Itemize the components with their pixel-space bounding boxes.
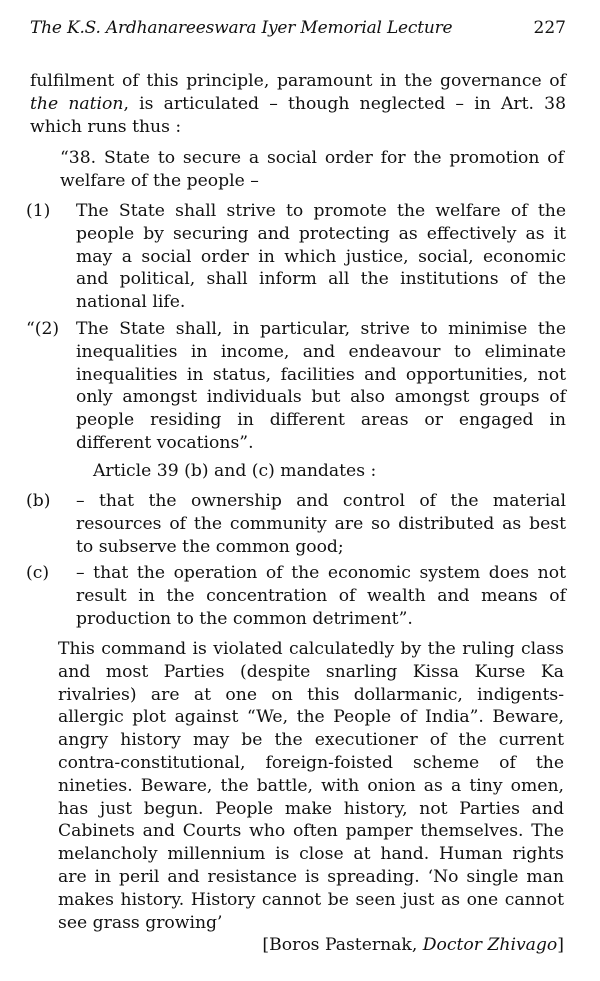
clause-marker: (1) bbox=[26, 201, 51, 221]
clause-text: The State shall, in particular, strive to minimise the inequalities in income, and endeavour to eliminate inequalities in status, facilities and opportunities, not only amongst individuals but also amongst groups of people residing in different areas or engaged in different vocations”. bbox=[76, 319, 566, 453]
article-39-clause-b bbox=[26, 490, 566, 558]
intro-text-part1: fulfilment of this principle, paramount in the governance of bbox=[30, 71, 566, 91]
article-39-clause-c bbox=[26, 562, 566, 630]
clause-text: – that the operation of the economic system does not result in the concentration of wealth and means of production to the common detriment”. bbox=[76, 563, 566, 629]
commentary-paragraph: This command is violated calculatedly by the ruling class and most Parties (despite snarling Kissa Kurse Ka rivalries) are at one on this dollarmanic, indigents-allergic plot against “We, the People of India”. Beware, angry history may be the executioner of the current contra-constitutional, foreign-foisted scheme of the nineties. Beware, the battle, with onion as a tiny omen, has just begun. People make history, not Parties and Cabinets and Courts who often pamper themselves. The melancholy millennium is close at hand. Human rights are in peril and resistance is spreading. ‘No single man makes history. History cannot be seen just as one cannot see grass growing’ bbox=[58, 639, 564, 933]
page-number: 227 bbox=[533, 18, 566, 38]
intro-italic-phrase: the nation bbox=[30, 93, 124, 114]
article-39-heading: Article 39 (b) and (c) mandates : bbox=[93, 461, 377, 481]
clause-marker: “(2) bbox=[26, 319, 60, 339]
intro-paragraph bbox=[30, 70, 566, 138]
clause-marker: (b) bbox=[26, 491, 51, 511]
article-38-clause-1 bbox=[26, 200, 566, 314]
intro-text-part2: , is articulated – though neglected – in Art. 38 which runs thus : bbox=[30, 93, 567, 137]
clause-marker: (c) bbox=[26, 563, 50, 583]
running-header bbox=[30, 18, 566, 44]
citation bbox=[262, 934, 564, 957]
citation-close-bracket: ] bbox=[557, 935, 564, 955]
article-38-heading: “38. State to secure a social order for the promotion of welfare of the people – bbox=[60, 148, 564, 191]
citation-work-title: Doctor Zhivago bbox=[422, 935, 558, 955]
article-38-clause-2 bbox=[26, 318, 566, 455]
citation-open-bracket: [ bbox=[262, 935, 270, 955]
citation-author: Boros Pasternak, bbox=[269, 935, 423, 955]
running-header-title: The K.S. Ardhanareeswara Iyer Memorial Lecture bbox=[30, 18, 453, 38]
clause-text: The State shall strive to promote the welfare of the people by securing and protecting as effectively as it may a social order in which justice, social, economic and political, shall inform all the institutions of the national life. bbox=[76, 201, 566, 313]
clause-text: – that the ownership and control of the material resources of the community are so distributed as best to subserve the common good; bbox=[76, 491, 566, 557]
